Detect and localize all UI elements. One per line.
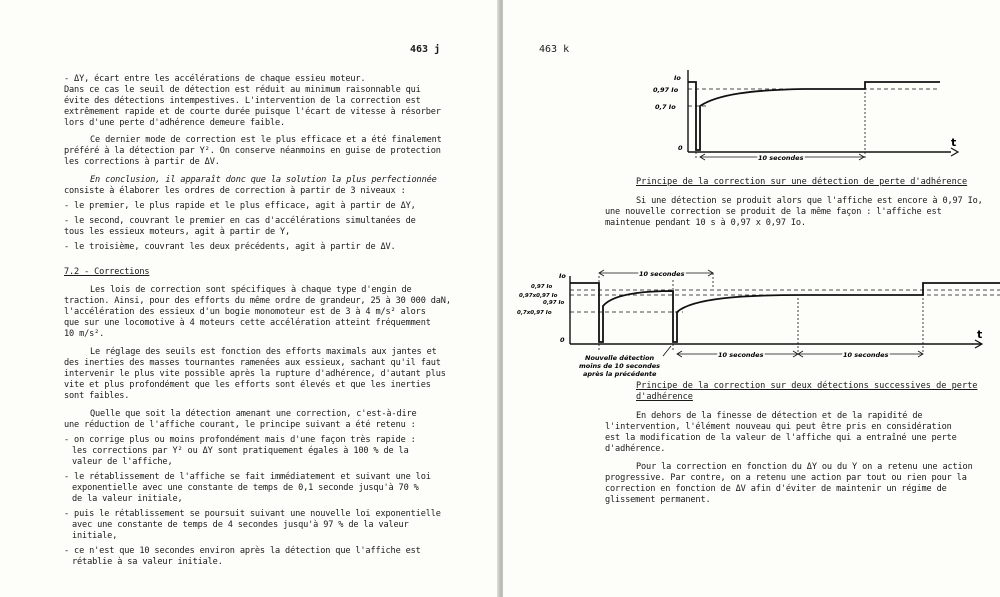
figure-caption-1: Principe de la correction sur une détection de perte d'adhérence bbox=[636, 177, 968, 187]
graph2-curve bbox=[570, 283, 1000, 342]
graph2-note-line: moins de 10 secondes bbox=[579, 362, 661, 370]
graph2-note-line: Nouvelle détection bbox=[585, 354, 655, 362]
text-line: les corrections à partir de ΔV. bbox=[64, 157, 220, 167]
text-line: tous les essieux moteurs, agit à partir de Y, bbox=[64, 227, 291, 237]
text-line: glissement permanent. bbox=[605, 495, 711, 505]
text-line: consiste à élaborer les ordres de correction à partir de 3 niveaux : bbox=[64, 186, 406, 196]
graph1-span-label: 10 secondes bbox=[758, 154, 804, 162]
graph2-span-top-label: 10 secondes bbox=[639, 270, 685, 278]
graph1-curve bbox=[688, 82, 940, 150]
text-line: Le réglage des seuils est fonction des efforts maximals aux jantes et bbox=[90, 347, 437, 357]
graph1-t-label: t bbox=[951, 136, 957, 149]
graph2-span-right-label: 10 secondes bbox=[843, 351, 889, 359]
text-line: des inerties des masses tournantes ramenées aux essieux, sachant qu'il faut bbox=[64, 358, 441, 368]
text-line: maintenue pendant 10 s à 0,97 x 0,97 Io. bbox=[605, 218, 806, 228]
right-page bbox=[503, 0, 1000, 597]
graph1-70-label: 0,7 Io bbox=[655, 103, 676, 111]
text-line: intervenir le plus vite possible après la rupture d'adhérence, d'autant plus bbox=[64, 369, 446, 379]
graph2-note-line: après la précédente bbox=[583, 370, 657, 378]
text-line: Dans ce cas le seuil de détection est réduit au minimum raisonnable qui bbox=[64, 85, 421, 95]
text-line: les corrections par Y² ou ΔY sont pratiquement égales à 100 % de la bbox=[72, 446, 409, 456]
text-line: En conclusion, il apparaît donc que la solution la plus perfectionnée bbox=[90, 175, 437, 185]
text-line: - le premier, le plus rapide et le plus efficace, agit à partir de ΔY, bbox=[64, 201, 416, 211]
text-line: Ce dernier mode de correction est le plus efficace et a été finalement bbox=[90, 135, 442, 145]
text-line: extrêmement rapide et de courte durée puisque l'écart de vitesse à résorber bbox=[64, 107, 441, 117]
text-line: est la modification de la valeur de l'affiche qui a entraîné une perte bbox=[605, 433, 957, 443]
text-line: Quelle que soit la détection amenant une correction, c'est-à-dire bbox=[90, 409, 417, 419]
graph2-97a-label: 0,97 Io bbox=[531, 284, 553, 290]
graph1-zero-label: 0 bbox=[678, 144, 683, 152]
text-line: - le troisième, couvrant les deux précédents, agit à partir de ΔV. bbox=[64, 242, 396, 252]
text-line: de la valeur initiale, bbox=[72, 494, 183, 504]
graph2-7-label: 0,7x0,97 Io bbox=[517, 310, 552, 316]
figure-caption-2: d'adhérence bbox=[636, 392, 693, 402]
text-line: rétablie à sa valeur initiale. bbox=[72, 557, 223, 567]
text-line: Pour la correction en fonction du ΔY ou du Y on a retenu une action bbox=[636, 462, 973, 472]
graph1-t-arrow bbox=[951, 148, 958, 156]
text-line: - ce n'est que 10 secondes environ après la détection que l'affiche est bbox=[64, 546, 421, 556]
text-line: correction en fonction de ΔV afin d'éviter de maintenir un régime de bbox=[605, 484, 947, 494]
text-line: une nouvelle correction se produit de la même façon : l'affiche est bbox=[605, 207, 942, 217]
text-line: Si une détection se produit alors que l'affiche est encore à 0,97 Io, bbox=[636, 196, 983, 206]
graph2-zero-label: 0 bbox=[560, 336, 565, 344]
text-line: Les lois de correction sont spécifiques à chaque type d'engin de bbox=[90, 285, 412, 295]
text-line: une réduction de l'affiche courant, le principe suivant a été retenu : bbox=[64, 420, 416, 430]
graph2-9797-label: 0,97x0,97 Io bbox=[519, 293, 558, 299]
text-line: évite des détections intempestives. L'intervention de la correction est bbox=[64, 96, 421, 106]
figure-single-detection bbox=[503, 0, 1000, 597]
text-line: - on corrige plus ou moins profondément mais d'une façon très rapide : bbox=[64, 435, 416, 445]
text-line: valeur de l'affiche, bbox=[72, 457, 173, 467]
text-line: - puis le rétablissement se poursuit suivant une nouvelle loi exponentielle bbox=[64, 509, 441, 519]
graph2-t-label: t bbox=[977, 328, 983, 341]
graph2-io-label: Io bbox=[559, 272, 566, 280]
section-heading: 7.2 - Corrections bbox=[64, 267, 150, 277]
page-number-right: 463 k bbox=[539, 44, 570, 55]
text-line: - ΔY, écart entre les accélérations de chaque essieu moteur. bbox=[64, 74, 366, 84]
text-line: vite et plus profondément que les efforts sont élevés et que les inerties bbox=[64, 380, 431, 390]
text-line: l'intervention, l'élément nouveau qui peut être pris en considération bbox=[605, 422, 952, 432]
text-line: préféré à la détection par Y². On conserve néanmoins en guise de protection bbox=[64, 146, 441, 156]
graph2-span-mid-label: 10 secondes bbox=[718, 351, 764, 359]
text-line: d'adhérence. bbox=[605, 444, 666, 454]
text-line: lors d'une perte d'adhérence demeure faible. bbox=[64, 118, 286, 128]
text-line: exponentielle avec une constante de temps de 0,1 seconde jusqu'à 70 % bbox=[72, 483, 419, 493]
graph1-io-label: Io bbox=[674, 74, 681, 82]
figure-caption-2: Principe de la correction sur deux détections successives de perte bbox=[636, 381, 978, 391]
text-line: sont faibles. bbox=[64, 391, 130, 401]
graph1-97-label: 0,97 Io bbox=[653, 86, 679, 94]
text-line: initiale, bbox=[72, 531, 118, 541]
text-line: que sur une locomotive à 4 moteurs cette accélération atteint fréquemment bbox=[64, 318, 431, 328]
text-line: traction. Ainsi, pour des efforts du même ordre de grandeur, 25 à 30 000 daN, bbox=[64, 296, 451, 306]
text-line: En dehors de la finesse de détection et de la rapidité de bbox=[636, 411, 923, 421]
text-line: progressive. Par contre, on a retenu une action par tout ou rien pour la bbox=[605, 473, 967, 483]
graph2-note-pointer bbox=[663, 346, 671, 356]
text-line: l'accélération des essieux d'un bogie monomoteur est de 3 à 4 m/s² alors bbox=[64, 307, 426, 317]
text-line: 10 m/s². bbox=[64, 329, 105, 339]
page-number-left: 463 j bbox=[410, 44, 441, 55]
graph2-97b-label: 0,97 Io bbox=[543, 300, 565, 306]
text-line: avec une constante de temps de 4 secondes jusqu'à 97 % de la valeur bbox=[72, 520, 409, 530]
text-line: - le second, couvrant le premier en cas d'accélérations simultanées de bbox=[64, 216, 416, 226]
text-line: - le rétablissement de l'affiche se fait immédiatement et suivant une loi bbox=[64, 472, 431, 482]
